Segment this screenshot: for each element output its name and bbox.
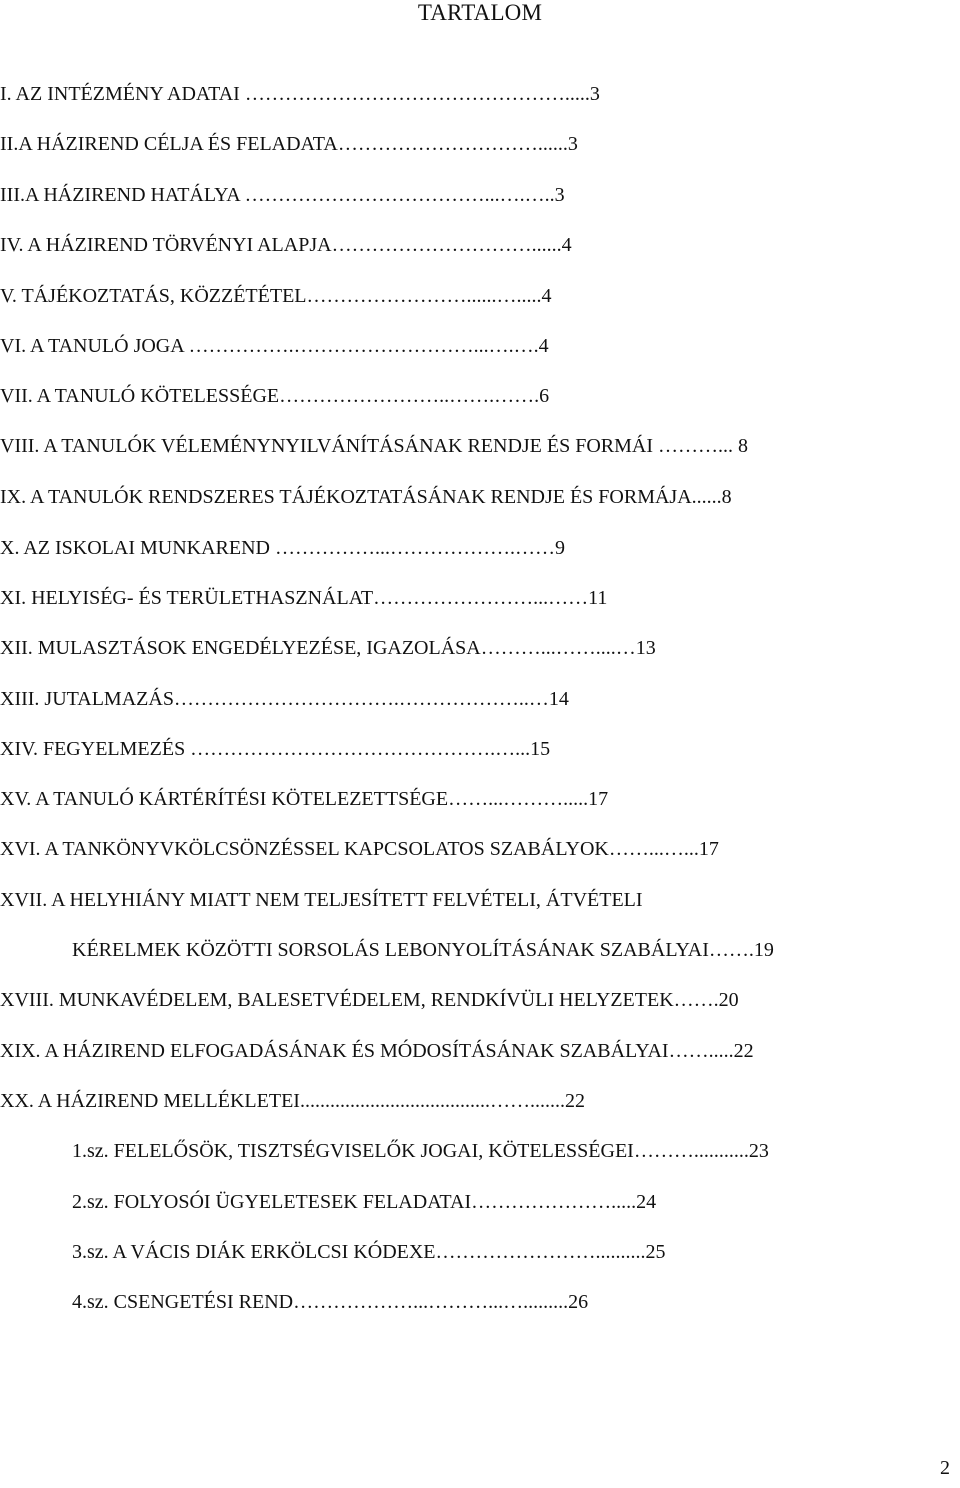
toc-entry-15: XV. A TANULÓ KÁRTÉRÍTÉSI KÖTELEZETTSÉGE……...……….....17	[0, 788, 609, 810]
toc-entry-14: XIV. FEGYELMEZÉS ……………………………………….…...15	[0, 738, 551, 760]
toc-entry-8: VIII. A TANULÓK VÉLEMÉNYNYILVÁNÍTÁSÁNAK RENDJE ÉS FORMÁI ………... 8	[0, 435, 749, 457]
page-title: TARTALOM	[417, 0, 543, 25]
toc-entry-11: XI. HELYISÉG- ÉS TERÜLETHASZNÁLAT……………………...……11	[0, 587, 608, 609]
toc-entry-1: I. AZ INTÉZMÉNY ADATAI ………………………………………….....3	[0, 83, 600, 105]
toc-entry-9: IX. A TANULÓK RENDSZERES TÁJÉKOZTATÁSÁNAK RENDJE ÉS FORMÁJA......8	[0, 486, 732, 508]
toc-entry-3: III.A HÁZIREND HATÁLYA ………………………………...….…..3	[0, 184, 565, 206]
toc-appendix-1: 1.sz. FELELŐSÖK, TISZTSÉGVISELŐK JOGAI, KÖTELESSÉGEI………...........23	[72, 1140, 769, 1162]
toc-appendix-3: 3.sz. A VÁCIS DIÁK ERKÖLCSI KÓDEXE……………………..........25	[72, 1241, 666, 1263]
toc-appendix-4: 4.sz. CSENGETÉSI REND………………...………...….........26	[72, 1291, 589, 1313]
toc-entry-5: V. TÁJÉKOZTATÁS, KÖZZÉTÉTEL……………………......….....4	[0, 285, 552, 307]
toc-entry-16: XVI. A TANKÖNYVKÖLCSÖNZÉSSEL KAPCSOLATOS SZABÁLYOK……...…...17	[0, 838, 719, 860]
toc-entry-17: XVII. A HELYHIÁNY MIATT NEM TELJESÍTETT FELVÉTELI, ÁTVÉTELI	[0, 889, 643, 911]
toc-entry-12: XII. MULASZTÁSOK ENGEDÉLYEZÉSE, IGAZOLÁSA………...……....…13	[0, 637, 656, 659]
toc-entry-6: VI. A TANULÓ JOGA …………….………………………...….….4	[0, 335, 549, 357]
toc-entry-19: XIX. A HÁZIREND ELFOGADÁSÁNAK ÉS MÓDOSÍTÁSÁNAK SZABÁLYAI…….....22	[0, 1040, 754, 1062]
toc-entry-18: XVIII. MUNKAVÉDELEM, BALESETVÉDELEM, RENDKÍVÜLI HELYZETEK…….20	[0, 989, 739, 1011]
toc-entry-20: XX. A HÁZIREND MELLÉKLETEI......................................…….......22	[0, 1090, 585, 1112]
toc-entry-4: IV. A HÁZIREND TÖRVÉNYI ALAPJA…………………………......4	[0, 234, 572, 256]
toc-entry-10: X. AZ ISKOLAI MUNKAREND ……………...……………….……9	[0, 537, 565, 559]
toc-entry-7: VII. A TANULÓ KÖTELESSÉGE……………………..…….…….6	[0, 385, 550, 407]
toc-entry-2: II.A HÁZIREND CÉLJA ÉS FELADATA…………………………......3	[0, 133, 578, 155]
toc-entry-13: XIII. JUTALMAZÁS…………………………….………………..…14	[0, 688, 569, 710]
toc-entry-17-continued: KÉRELMEK KÖZÖTTI SORSOLÁS LEBONYOLÍTÁSÁNAK SZABÁLYAI…….19	[72, 939, 774, 961]
page-number: 2	[940, 1457, 950, 1479]
toc-appendix-2: 2.sz. FOLYOSÓI ÜGYELETESEK FELADATAI………………….....24	[72, 1191, 657, 1213]
